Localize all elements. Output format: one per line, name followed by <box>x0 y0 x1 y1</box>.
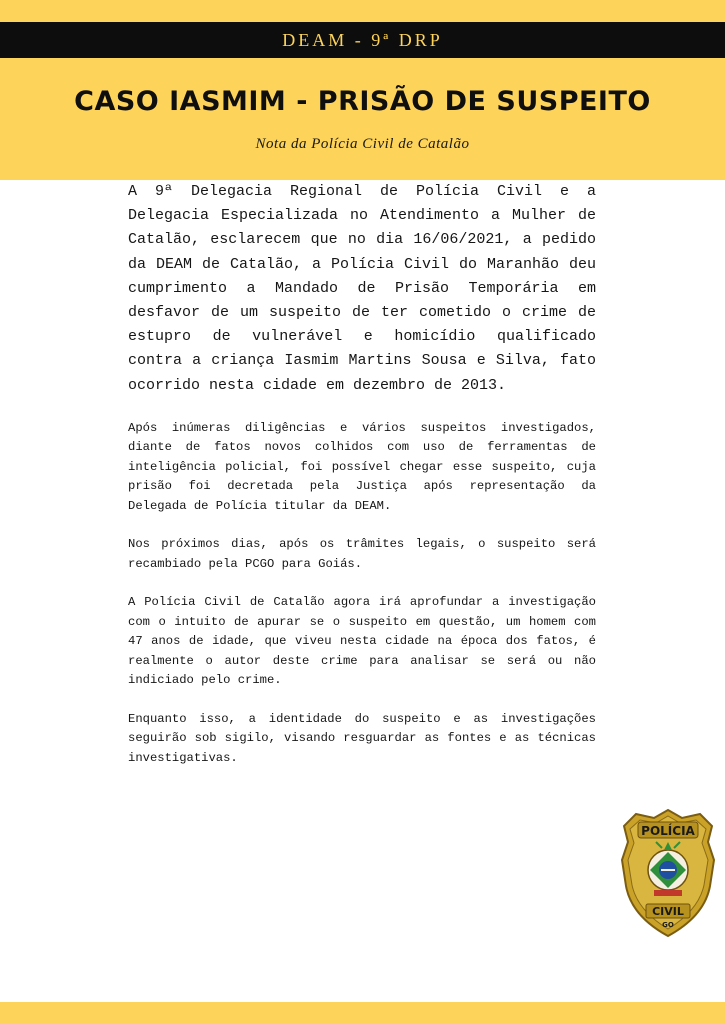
paragraph-lead: A 9ª Delegacia Regional de Polícia Civil e a Delegacia Especializada no Atendimento a Mulher de Catalão, esclarecem que no dia 16/06/2021, a pedido da DEAM de Catalão, a Polícia Civil do Maranhão deu cumprimento a Mandado de Prisão Temporária em desfavor de um suspeito de ter cometido o crime de estupro de vulnerável e homicídio qualificado contra a criança Iasmim Martins Sousa e Silva, fato ocorrido nesta cidade em dezembro de 2013. <box>128 183 596 394</box>
page-title: CASO IASMIM - PRISÃO DE SUSPEITO <box>74 86 651 117</box>
policia-civil-badge-icon <box>620 808 716 938</box>
paragraph: Nos próximos dias, após os trâmites legais, o suspeito será recambiado pela PCGO para Goiás. <box>128 537 596 571</box>
badge-state-text: GO <box>662 921 674 929</box>
press-note-body <box>128 180 596 768</box>
top-yellow-strip <box>0 0 725 22</box>
header-black-bar <box>0 22 725 58</box>
badge-top-text: POLÍCIA <box>641 824 695 838</box>
header-yellow-panel <box>0 58 725 180</box>
paragraph: Após inúmeras diligências e vários suspeitos investigados, diante de fatos novos colhidos com uso de ferramentas de inteligência policial, foi possível chegar esse suspeito, cuja prisão foi decretada pela Justiça após representação da Delegada de Polícia titular da DEAM. <box>128 420 596 513</box>
bottom-yellow-strip <box>0 1002 725 1024</box>
header-bar-text: DEAM - 9ª DRP <box>282 29 443 50</box>
page-subtitle: Nota da Polícia Civil de Catalão <box>255 136 470 152</box>
paragraph: Enquanto isso, a identidade do suspeito e as investigações seguirão sob sigilo, visando resguardar as fontes e as técnicas investigativas. <box>128 711 596 765</box>
badge-bottom-text: CIVIL <box>652 905 684 918</box>
paragraph: A Polícia Civil de Catalão agora irá aprofundar a investigação com o intuito de apurar se o suspeito em questão, um homem com 47 anos de idade, que viveu nesta cidade na época dos fatos, é realmente o autor deste crime para analisar se será ou não indiciado pelo crime. <box>128 595 596 688</box>
